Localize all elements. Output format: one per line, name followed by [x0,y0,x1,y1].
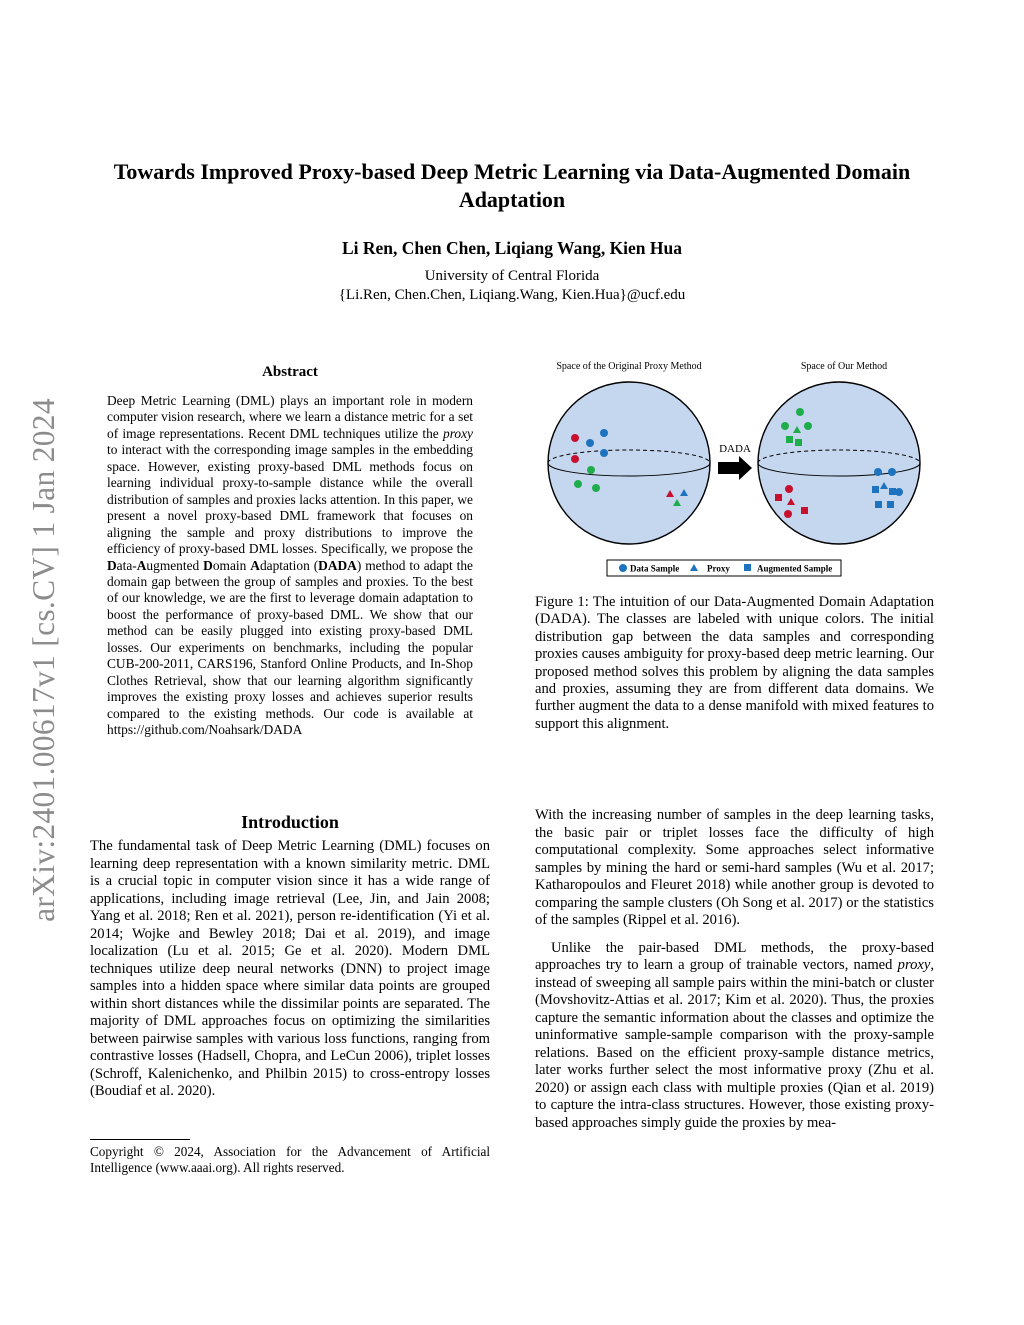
legend-proxy-label: Proxy [707,563,730,574]
abstract-proxy-term: proxy [443,425,473,441]
introduction-heading: Introduction [241,812,339,832]
introduction-paragraph: The fundamental task of Deep Metric Learning (DML) focuses on learning deep representation with a known similarity metric. DML is a crucial topic in computer vision since it has a wide range of applications, including image retrieval (Lee, Jin, and Jain 2008; Yang et al. 2018; Ren et al. 2021), person re-identification (Yi et al. 2014; Wojke and Bewley 2018; Dai et al. 2019), and image localization (Lu et al. 2015; Ge et al. 2020). Modern DML techniques utilize deep neural networks (DNN) to project image samples into a hidden space where similar data points are grouped within short distances while the dissimilar points are separated. The majority of DML approaches focus on optimizing the similarities between pairwise samples with various loss functions, ranging from contrastive losses (Hadsell, Chopra, and LeCun 2006), triplet losses (Schroff, Kalenichenko, and Philbin 2015) to cross-entropy losses (Boudiaf et al. 2020). [90,838,490,1099]
augmented-sample-point [889,488,896,495]
data-sample-point [804,422,812,430]
right-column-body [535,807,934,1142]
augmented-sample-point [786,436,793,443]
paragraph-text-part: Unlike the pair-based DML methods, the proxy-based approaches try to learn a group of trainable vectors, named [535,939,934,973]
data-sample-point [586,439,594,447]
proxy-term: proxy [897,957,931,973]
data-sample-point [592,484,600,492]
abstract-text-part: method to adapt the domain gap between the group of samples and proxies. To the best of our knowledge, we are the first to leverage domain adaptation to boost the performance of proxy-based DML. We show that our method can be easily plugged into existing proxy-based DML losses. Our experiments on benchmarks, including the popular CUB-200-2011, CARS196, Stanford Online Products, and In-Shop Clothes Retrieval, show that our learning algorithm significantly improves the existing proxy losses and achieves superior results compared to the existing methods. Our code is available at https://github.com/Noahsark/DADA [107,557,473,738]
data-sample-point [784,510,792,518]
copyright-footnote: Copyright © 2024, Association for the Advancement of Artificial Intelligence (www.aaai.org). All rights reserved. [90,1144,490,1176]
abstract-text-part: Deep Metric Learning (DML) plays an important role in modern computer vision research, where we learn a distance metric for a set of image representations. Recent DML techniques utilize the [107,393,473,441]
data-sample-point [600,449,608,457]
data-sample-point [895,488,903,496]
abstract-text-part: to interact with the corresponding image samples in the embedding space. However, existing proxy-based DML methods focus on learning individual proxy-to-sample distance while the overall distribution of samples and proxies lacks attention. In this paper, we present a novel proxy-based DML framework that focuses on aligning the sample and proxy distributions to improve the efficiency of proxy-based DML losses. Specifically, we propose the [107,442,473,557]
dada-arrow-label: DADA [719,443,751,455]
data-sample-point [571,455,579,463]
data-sample-point [888,468,896,476]
figure-label-our-space: Space of Our Method [800,361,888,372]
augmented-sample-point [872,486,879,493]
figure-1-caption: Figure 1: The intuition of our Data-Augmented Domain Adaptation (DADA). The classes are labeled with unique colors. The initial distribution gap between the data samples and corresponding proxies causes ambiguity for proxy-based deep metric learning. Our proposed method solves this problem by aligning the data samples and proxies, assuming they are from different data domains. We further augment the data to a dense manifold with mixed features to support this alignment. [535,594,934,732]
arxiv-identifier-stamp: arXiv:2401.00617v1 [cs.CV] 1 Jan 2024 [26,398,61,922]
legend-augmented-sample-label: Augmented Sample [757,563,833,574]
augmented-sample-point [875,501,882,508]
author-emails: {Li.Ren, Chen.Chen, Liqiang.Wang, Kien.Hua}@ucf.edu [338,287,686,303]
body-paragraph: With the increasing number of samples in the deep learning tasks, the basic pair or triplet losses face the difficulty of high computational complexity. Some approaches select informative samples by mining the hard or semi-hard samples (Wu et al. 2017; Katharopoulos and Fleuret 2018) while another group is devoted to comparing the sample clusters (Oh Song et al. 2017) or the statistics of the samples (Rippel et al. 2016). [535,807,934,928]
data-sample-point [587,466,595,474]
legend-data-sample-label: Data Sample [630,563,680,574]
figure-1-diagram [535,352,934,584]
augmented-sample-point [795,439,802,446]
data-sample-point [785,485,793,493]
augmented-sample-point [887,501,894,508]
abstract-body: Deep Metric Learning (DML) plays an important role in modern computer vision research, where we learn a distance metric for a set of image representations. Recent DML techniques utilize the proxy to interact with the corresponding image samples in the embedding space. However, existing proxy-based DML methods focus on learning individual proxy-to-sample distance while the overall distribution of samples and proxies lacks attention. In this paper, we present a novel proxy-based DML framework that focuses on aligning the sample and proxy distributions to improve the efficiency of proxy-based DML losses. Specifically, we propose the Data-Augmented Domain Adaptation (DADA) method to adapt the domain gap between the group of samples and proxies. To the best of our knowledge, we are the first to leverage domain adaptation to boost the performance of proxy-based DML. We show that our method can be easily plugged into existing proxy-based DML losses. Our experiments on benchmarks, including the popular CUB-200-2011, CARS196, Stanford Online Products, and In-Shop Clothes Retrieval, show that our learning algorithm significantly improves the existing proxy losses and achieves superior results compared to the existing methods. Our code is available at https://github.com/Noahsark/DADA [107,393,473,738]
augmented-sample-point [775,494,782,501]
footnote-divider [90,1139,190,1140]
body-paragraph [535,940,934,1133]
abstract-heading: Abstract [262,364,318,380]
affiliation: University of Central Florida [424,268,600,284]
data-sample-point [781,422,789,430]
data-sample-point [874,468,882,476]
data-sample-point [574,480,582,488]
original-space-sphere [548,382,710,544]
right-arrow-icon [718,456,752,480]
augmented-sample-point [801,507,808,514]
data-sample-point [600,429,608,437]
our-space-sphere [758,382,920,544]
paragraph-text-part: , instead of sweeping all sample pairs within the mini-batch or cluster (Movshovitz-Attias et al. 2017; Kim et al. 2020). Thus, the proxies capture the semantic information about the classes and optimize the uninformative sample-sample comparison with the proxy-sample relations. Based on the efficient proxy-sample distance metrics, later works further select the most informative proxy (Zhu et al. 2020) or assign each class with multiple proxies (Qian et al. 2019) to capture the intra-class structures. However, those existing proxy-based approaches simply guide the proxies by mea- [535,957,934,1131]
figure-label-original-space: Space of the Original Proxy Method [556,361,702,372]
dada-full-name: Data-Augmented Domain Adaptation [107,557,310,573]
paper-title: Towards Improved Proxy-based Deep Metric Learning via Data-Augmented Domain Adaptation [113,159,911,212]
legend-augmented-sample-marker [744,564,751,571]
data-sample-point [796,408,804,416]
legend-data-sample-marker [619,564,627,572]
author-list: Li Ren, Chen Chen, Liqiang Wang, Kien Hua [341,238,683,258]
figure-legend [607,560,841,576]
dada-abbreviation: DADA [318,557,357,573]
data-sample-point [571,434,579,442]
